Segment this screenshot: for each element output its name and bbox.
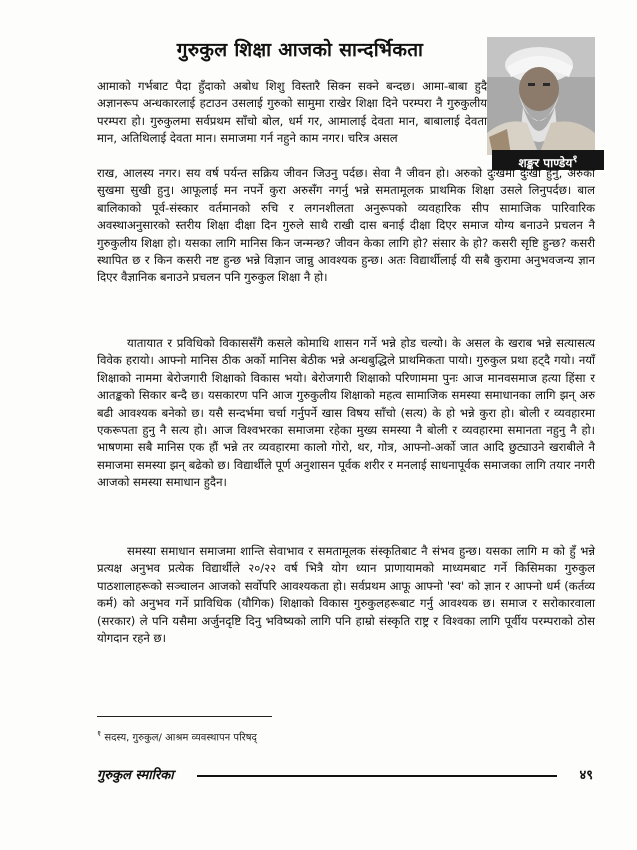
- page-number: ४९: [579, 768, 593, 783]
- footnote-text: सदस्य, गुरुकुल/ आश्रम व्यवस्थापन परिषद्: [104, 732, 257, 744]
- publication-name: गुरुकुल स्मारिका: [97, 768, 174, 783]
- footnote-divider: [97, 716, 272, 717]
- article-title: गुरुकुल शिक्षा आजको सान्दर्भिकता: [176, 39, 424, 61]
- footnote-mark: १: [97, 729, 102, 738]
- footnote: [97, 728, 257, 743]
- paragraph-2: यातायात र प्रविधिको विकाससँगै कसले कोमाथि शासन गर्ने भन्ने होड चल्यो। के असल के खराब भन्ने सत्यासत्य विवेक हरायो। आफ्नो मानिस ठीक अर्को मानिस बेठीक भन्ने अन्धबुद्धिले प्राथमिकता पायो। गुरुकुल प्रथा हट्दै गयो। नयाँ शिक्षाको नाममा बेरोजगारी शिक्षाको विकास भयो। बेरोजगारी शिक्षाको परिणाममा पुनः आज मानवसमाज हत्या हिंसा र आतङ्कको सिकार बन्दै छ। यसकारण पनि आज गुरुकुलीय शिक्षाको महत्व सामाजिक समस्या समाधानका लागि झन् अरु बढी आवश्यक बनेको छ। यसै सन्दर्भमा चर्चा गर्नुपर्ने खास विषय साँचो (सत्य) के हो भन्ने कुरा हो। बोली र व्यवहारमा एकरूपता हुनु नै सत्य हो। आज विश्वभरका समाजमा रहेका मुख्य समस्या नै बोली र व्यवहारमा समानता नहुनु नै हो। भाषणमा सबै मानिस एक हौं भन्ने तर व्यवहारमा कालो गोरो, थर, गोत्र, आफ्नो-अर्को जात आदि छुट्याउने खराबीले नै समाजमा समस्या झन् बढेको छ। विद्यार्थीले पूर्ण अनुशासन पूर्वक शरीर र मनलाई साधनापूर्वक समाजका लागि तयार नगरी आजको समस्या समाधान हुदैन।: [97, 336, 595, 490]
- author-footnote-mark: १: [572, 154, 578, 165]
- paragraph-1-continued: राख, आलस्य नगर। सय वर्ष पर्यन्त सक्रिय जीवन जिउनु पर्दछ। सेवा नै जीवन हो। अरुको दुःखमा दुःखी हुनु, अरुको सुखमा सुखी हुनु। आफूलाई मन नपर्ने कुरा अरुसँग नगर्नु भन्ने समतामूलक प्राथमिक शिक्षा उसले लिनुपर्दछ। बाल बालिकाको पूर्व-संस्कार वर्तमानको रुचि र लगनशीलता अनुरूपको व्यवहारिक सीप सामाजिक पारिवारिक अवस्थाअनुसारको स्तरीय शिक्षा दीक्षा दिन गुरुले साथै राखी दास बनाई दीक्षा दिएर समाज योग्य बनाउने प्रचलन नै गुरुकुलीय शिक्षा हो। यसका लागि मानिस किन जन्मन्छ? जीवन केका लागि हो? संसार के हो? कसरी सृष्टि हुन्छ? कसरी स्थापित छ र किन कसरी नष्ट हुन्छ भन्ने विज्ञान जान्नु आवश्यक हुन्छ। अतः विद्यार्थीलाई यी सबै कुरामा अनुभवजन्य ज्ञान दिएर वैज्ञानिक बनाउने प्रचलन पनि गुरुकुल शिक्षा नै हो।: [97, 166, 595, 285]
- paragraph-1: आमाको गर्भबाट पैदा हुँदाको अबोध शिशु विस्तारै सिक्न सक्ने बन्दछ। आमा-बाबा हुदै अज्ञानरूप अन्धकारलाई हटाउन उसलाई गुरुको सामुमा राखेर शिक्षा दिने परम्परा नै गुरुकुलीय परम्परा हो। गुरुकुलमा सर्वप्रथम साँचो बोल, धर्म गर, आमालाई देवता मान, बाबालाई देवता मान, अतिथिलाई देवता मान। समाजमा गर्न नहुने काम नगर। चरित्र असल: [97, 79, 487, 146]
- author-name: शङ्कर पाण्डेय: [518, 156, 573, 170]
- footer-rule: [197, 775, 557, 777]
- portrait-photo-icon: [487, 37, 595, 155]
- page-footer: [97, 765, 595, 787]
- author-photo: [487, 37, 595, 155]
- paragraph-3: समस्या समाधान समाजमा शान्ति सेवाभाव र समतामूलक संस्कृतिबाट नै संभव हुन्छ। यसका लागि म को हुँ भन्ने प्रत्यक्ष अनुभव प्रत्येक विद्यार्थीले २०/२२ वर्ष भित्रै योग ध्यान प्राणायामको माध्यमबाट गर्ने किसिमका गुरुकुल पाठशालाहरूको सञ्चालन आजको सर्वोपरि आवश्यकता हो। सर्वप्रथम आफू आफ्नो 'स्व' को ज्ञान र आफ्नो धर्म (कर्तव्य कर्म) को अनुभव गर्ने प्राविधिक (यौगिक) शिक्षाको विकास गुरुकुलहरूबाट गर्नु आवश्यक छ। समाज र सरोकारवाला (सरकार) ले पनि यसैमा अर्जुनदृष्टि दिनु भविष्यको लागि पनि हाम्रो संस्कृति राष्ट्र र विश्वका लागि पूर्वीय परम्पराको ठोस योगदान रहने छ।: [97, 544, 595, 646]
